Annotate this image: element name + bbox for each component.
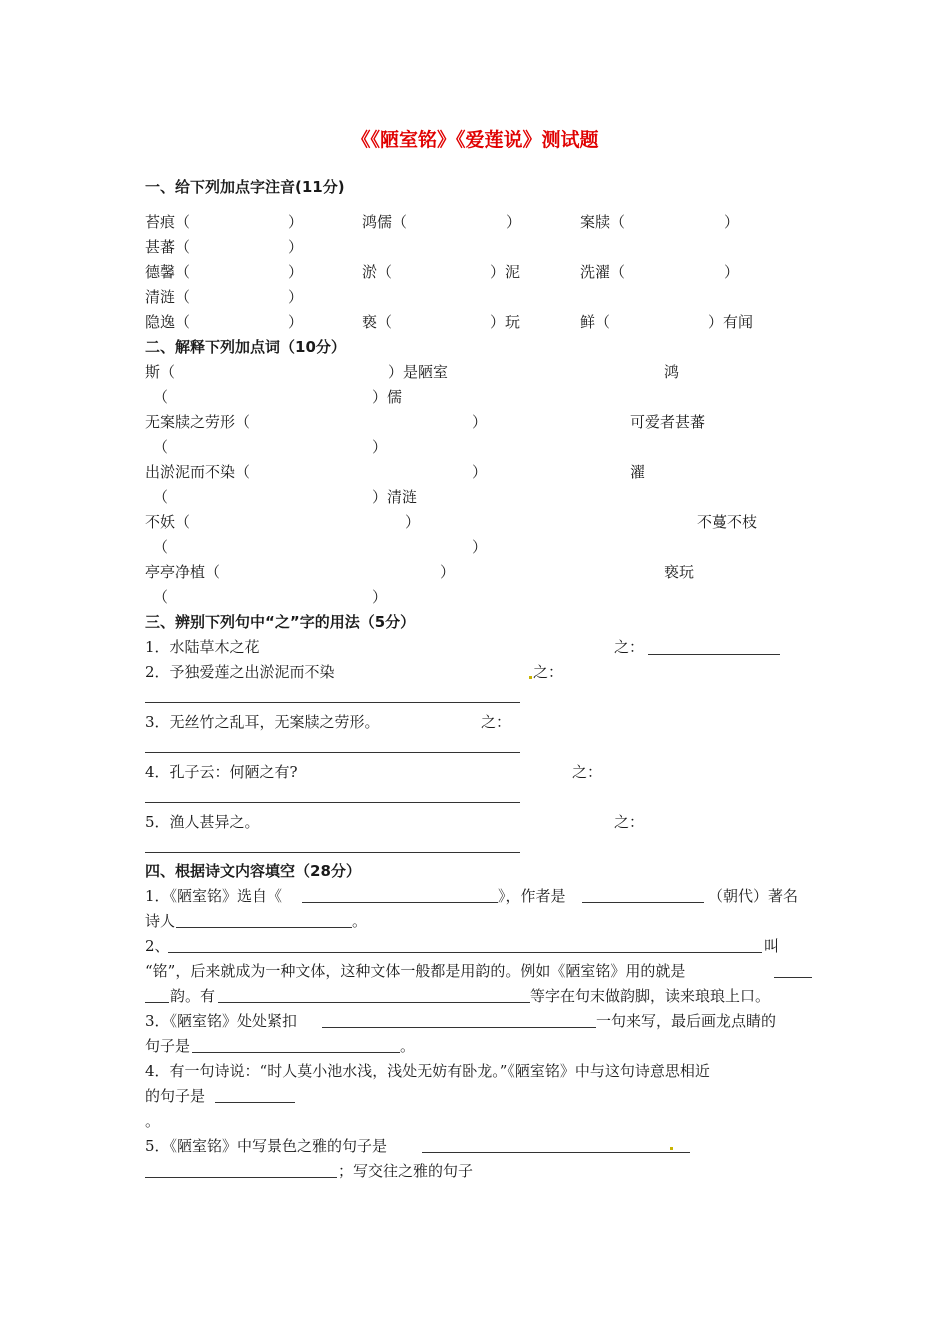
explain-item: （ [153,388,169,406]
zhi-label: 之： [481,713,512,731]
pinyin-item: 苔痕（ [145,213,191,231]
explain-item: （ [153,588,169,606]
fill-text: ；写交往之雅的句子 [338,1162,474,1180]
section2-heading: 二、解释下列加点词（10分） [145,338,346,356]
pinyin-item: 洗濯（ [580,263,626,281]
zhi-sentence: 2．予独爱莲之出淤泥而不染 [145,663,335,681]
explain-item: 鸿 [664,363,680,381]
answer-line[interactable] [145,852,520,853]
zhi-label: 之： [614,638,645,656]
answer-line[interactable] [145,1177,337,1178]
pinyin-item: ） [724,263,740,281]
explain-item: 可爱者甚蕃 [630,413,706,431]
explain-item: （ [153,488,169,506]
pinyin-item: 案牍（ [580,213,626,231]
explain-item: 不蔓不枝 [697,513,758,531]
fill-text: “铭”，后来就成为一种文体，这种文体一般都是用韵的。例如《陋室铭》用的就是 [145,962,686,980]
answer-line[interactable] [648,654,780,655]
stray-mark [670,1147,673,1150]
pinyin-item: ）有闻 [708,313,754,331]
zhi-label: 之： [614,813,645,831]
pinyin-item: 亵（ [362,313,393,331]
explain-item: 不妖（ [145,513,191,531]
section4-heading: 四、根据诗文内容填空（28分） [145,862,361,880]
section3-heading: 三、辨别下列句中“之”字的用法（5分） [145,613,416,631]
pinyin-item: ） [288,263,304,281]
fill-text: 。 [352,912,368,930]
explain-item: 亭亭净植（ [145,563,221,581]
pinyin-item: 鸿儒（ [362,213,408,231]
pinyin-item: ） [288,213,304,231]
fill-text: 》，作者是 [498,887,566,905]
pinyin-item: 甚蕃（ [145,238,191,256]
fill-text: 的句子是 [145,1087,206,1105]
pinyin-item: ） [288,313,304,331]
zhi-sentence: 3．无丝竹之乱耳，无案牍之劳形。 [145,713,380,731]
zhi-sentence: 5．渔人甚异之。 [145,813,260,831]
answer-line[interactable] [145,702,520,703]
explain-item: ）儒 [372,388,403,406]
explain-item: ） [472,413,488,431]
pinyin-item: ）泥 [490,263,521,281]
answer-line[interactable] [218,1002,530,1003]
explain-item: ） [372,438,388,456]
zhi-label: 之： [533,663,564,681]
pinyin-item: 德馨（ [145,263,191,281]
answer-line[interactable] [145,802,520,803]
answer-line[interactable] [215,1102,295,1103]
answer-line[interactable] [582,902,704,903]
pinyin-item: 隐逸（ [145,313,191,331]
pinyin-item: ） [506,213,522,231]
explain-item: 濯 [630,463,646,481]
explain-item: ） [472,463,488,481]
zhi-label: 之： [572,763,603,781]
section1-heading: 一、给下列加点字注音(11分) [145,178,345,196]
answer-line[interactable] [168,952,762,953]
fill-text: 。 [400,1037,416,1055]
explain-item: ） [440,563,456,581]
explain-item: ）清涟 [372,488,418,506]
zhi-sentence: 4．孔子云：何陋之有? [145,763,298,781]
explain-item: 无案牍之劳形（ [145,413,251,431]
answer-line[interactable] [145,1002,169,1003]
stray-mark [529,676,532,679]
explain-item: 出淤泥而不染（ [145,463,251,481]
fill-text: 韵。有 [170,987,216,1005]
explain-item: ） [405,513,421,531]
fill-text: 1．《陋室铭》选自《 [145,887,283,905]
explain-item: 亵玩 [664,563,695,581]
explain-item: （ [153,438,169,456]
answer-line[interactable] [145,752,520,753]
answer-line[interactable] [176,927,352,928]
fill-text: 诗人 [145,912,176,930]
fill-text: （朝代）著名 [708,887,799,905]
fill-text: 3．《陋室铭》处处紧扣 [145,1012,298,1030]
explain-item: （ [153,538,169,556]
fill-text: 一句来写，最后画龙点睛的 [596,1012,777,1030]
document-title: 《《陋室铭》《爱莲说》测试题 [351,129,599,151]
explain-item: ） [372,588,388,606]
fill-text: 5．《陋室铭》中写景色之雅的句子是 [145,1137,388,1155]
explain-item: ） [472,538,488,556]
explain-item: 斯（ [145,363,176,381]
pinyin-item: 淤（ [362,263,393,281]
fill-text: 句子是 [145,1037,191,1055]
fill-text: 叫 [764,937,780,955]
fill-text: 。 [145,1112,161,1130]
pinyin-item: ）玩 [490,313,521,331]
fill-text: 等字在句末做韵脚，读来琅琅上口。 [530,987,771,1005]
explain-item: ）是陋室 [388,363,449,381]
pinyin-item: ） [288,238,304,256]
fill-text: 4．有一句诗说：“时人莫小池水浅，浅处无妨有卧龙。”《陋室铭》中与这句诗意思相近 [145,1062,710,1080]
answer-line[interactable] [302,902,498,903]
zhi-sentence: 1．水陆草木之花 [145,638,260,656]
answer-line[interactable] [774,977,812,978]
fill-text: 2、 [145,937,170,955]
pinyin-item: ） [724,213,740,231]
pinyin-item: ） [288,288,304,306]
answer-line[interactable] [192,1052,400,1053]
pinyin-item: 清涟（ [145,288,191,306]
answer-line[interactable] [322,1027,596,1028]
pinyin-item: 鲜（ [580,313,611,331]
answer-line[interactable] [422,1152,690,1153]
